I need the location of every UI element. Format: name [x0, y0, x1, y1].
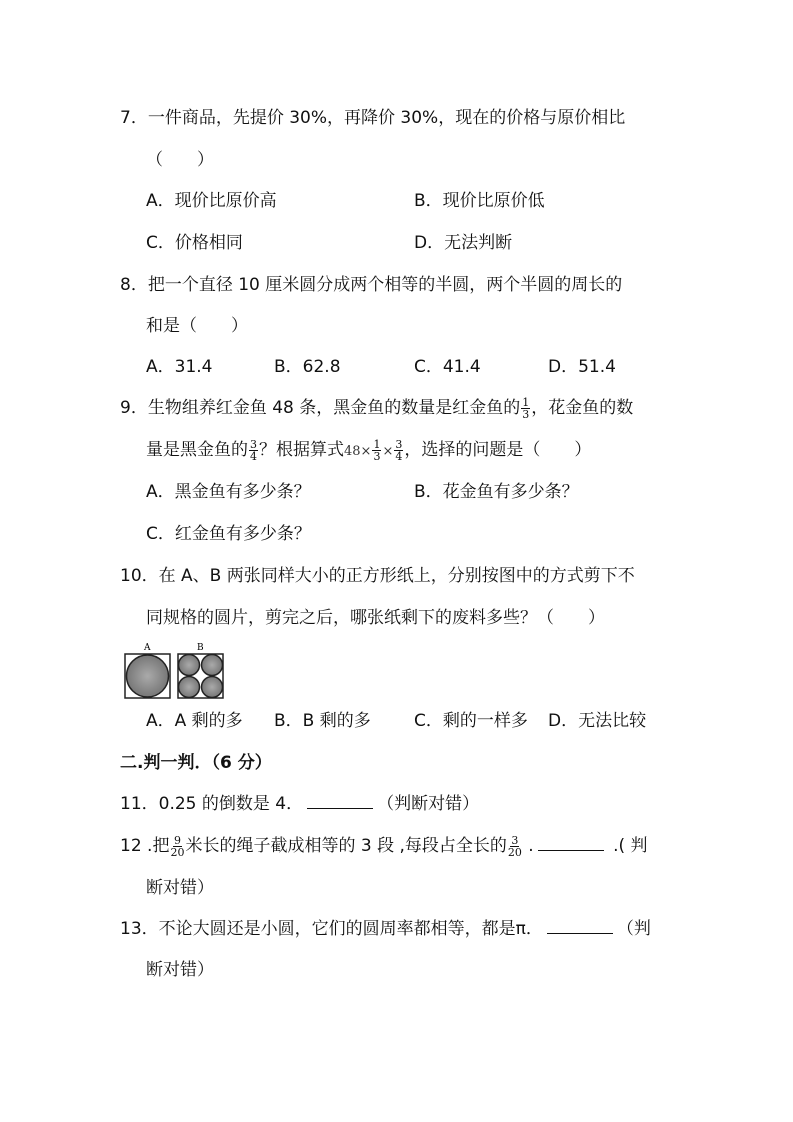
answer-blank[interactable]	[538, 834, 604, 851]
q8-option-b: B．62.8	[274, 357, 341, 377]
q10-option-b: B．B 剩的多	[274, 711, 371, 731]
q7-option-c: C．价格相同	[146, 233, 243, 253]
denominator: 4	[250, 449, 257, 463]
circles-figure	[122, 638, 232, 700]
answer-blank[interactable]	[307, 792, 373, 809]
q9-option-a: A．黑金鱼有多少条？	[146, 482, 311, 502]
denominator: 3	[373, 449, 381, 463]
text: 12 .把	[120, 836, 170, 856]
q7-option-a: A．现价比原价高	[146, 191, 277, 211]
fraction	[249, 439, 258, 462]
q7-option-d: D．无法判断	[414, 233, 513, 253]
q10-figure	[122, 638, 232, 705]
circle-b	[179, 677, 200, 698]
fraction	[508, 835, 522, 858]
times: ×	[382, 444, 394, 459]
text: 米长的绳子截成相等的 3 段 ,每段占全长的	[185, 836, 507, 856]
text: ？根据算式	[259, 440, 344, 460]
numerator: 3	[250, 437, 257, 451]
circle-b	[202, 655, 223, 676]
text: .( 判	[607, 836, 648, 856]
q8-option-d: D．51.4	[548, 357, 616, 377]
answer-blank[interactable]	[547, 917, 613, 934]
text: 13．不论大圆还是小圆，它们的圆周率都相等，都是π．	[120, 919, 543, 939]
numerator: 1	[522, 395, 530, 409]
label-a: A	[144, 643, 151, 653]
q13	[120, 917, 651, 941]
numerator: 9	[173, 833, 181, 847]
denominator: 3	[522, 407, 530, 421]
q8-stem: 8．把一个直径 10 厘米圆分成两个相等的半圆，两个半圆的周长的	[120, 275, 623, 295]
q10-option-a: A．A 剩的多	[146, 711, 243, 731]
section-heading: 二.判一判．（6 分）	[120, 753, 272, 773]
q11	[120, 792, 479, 816]
numerator: 1	[373, 437, 381, 451]
circle-a	[127, 655, 169, 697]
text: 11．0.25 的倒数是 4．	[120, 794, 304, 814]
q7-stem: 7．一件商品，先提价 30%，再降价 30%，现在的价格与原价相比	[120, 108, 626, 128]
q7-paren: （ ）	[146, 150, 214, 170]
text: .	[522, 836, 534, 856]
q8-option-a: A．31.4	[146, 357, 213, 377]
q10-stem: 10．在 A、B 两张同样大小的正方形纸上，分别按图中的方式剪下不	[120, 566, 635, 586]
fraction	[394, 439, 403, 462]
q8-option-c: C．41.4	[414, 357, 481, 377]
circle-b	[202, 677, 223, 698]
numerator: 3	[511, 833, 519, 847]
label-b: B	[197, 643, 204, 653]
q7-option-b: B．现价比原价低	[414, 191, 545, 211]
q9-stem-2	[146, 438, 591, 464]
q8-stem-2: 和是（ ）	[146, 316, 248, 336]
fraction	[521, 397, 530, 420]
circle-b	[179, 655, 200, 676]
fraction	[170, 835, 184, 858]
q10-option-d: D．无法比较	[548, 711, 647, 731]
denominator: 20	[507, 845, 522, 859]
text: 9．生物组养红金鱼 48 条，黑金鱼的数量是红金鱼的	[120, 398, 521, 418]
q9-option-c: C．红金鱼有多少条？	[146, 524, 311, 544]
q12	[120, 834, 648, 858]
text: （判	[616, 919, 651, 939]
text: （判断对错）	[377, 794, 480, 814]
text: ，花金鱼的数	[531, 398, 634, 418]
denominator: 4	[395, 449, 403, 463]
expression: 48×	[344, 444, 372, 459]
q12-line-2: 断对错）	[146, 878, 214, 898]
q9-option-b: B．花金鱼有多少条？	[414, 482, 579, 502]
text: 量是黑金鱼的	[146, 440, 248, 460]
q10-option-c: C．剩的一样多	[414, 711, 528, 731]
q10-stem-2: 同规格的圆片，剪完之后，哪张纸剩下的废料多些？（ ）	[146, 608, 605, 628]
q13-line-2: 断对错）	[146, 960, 214, 980]
fraction	[372, 439, 381, 462]
denominator: 20	[170, 845, 185, 859]
text: ，选择的问题是（ ）	[404, 440, 592, 460]
q9-stem	[120, 396, 633, 420]
numerator: 3	[395, 437, 403, 451]
